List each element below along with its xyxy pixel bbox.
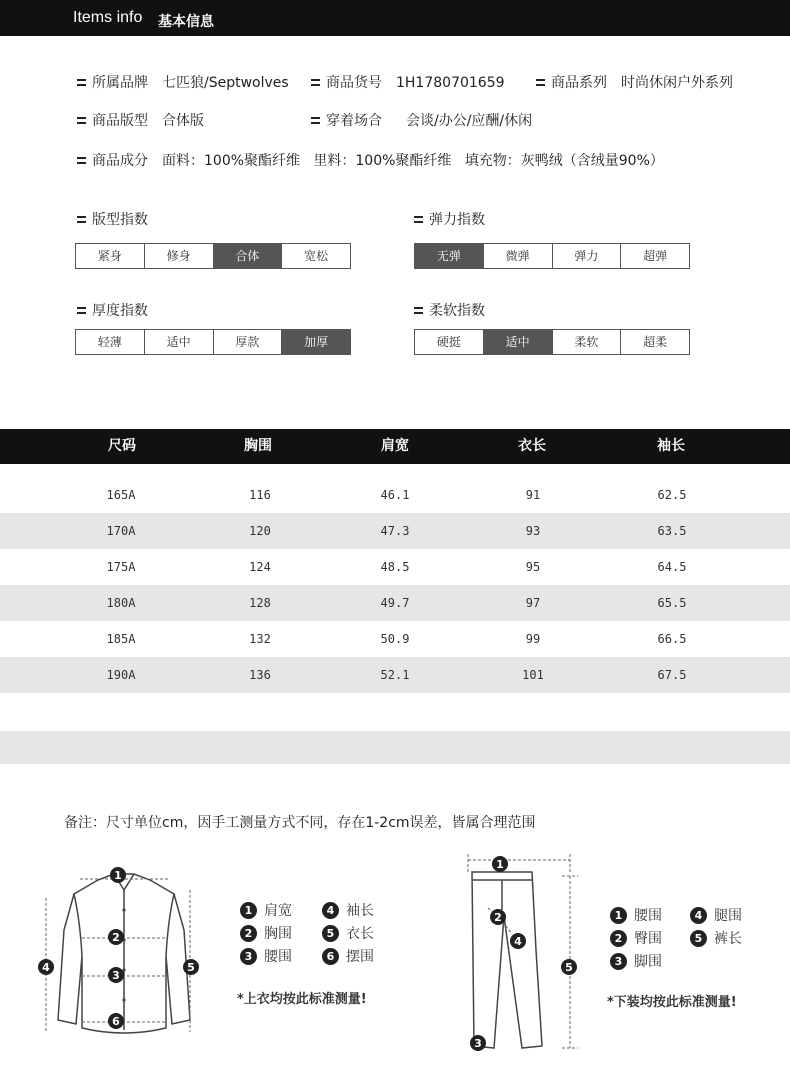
scale-option: 紧身 (97, 249, 122, 263)
list-marker-icon (414, 216, 423, 223)
table-row (0, 549, 790, 585)
table-cell: 48.5 (380, 560, 410, 574)
table-cell: 128 (249, 596, 271, 610)
list-marker-icon (77, 117, 86, 124)
pants-measure-lines (468, 854, 578, 1048)
pants-marker-4 (510, 933, 526, 949)
scale-option: 适中 (483, 330, 552, 354)
scale-option: 柔软 (552, 330, 621, 354)
size-table-header (0, 429, 790, 464)
table-cell: 170A (106, 524, 136, 538)
info-material: 商品成分 面料：100%聚酯纤维 里料：100%聚酯纤维 填充物：灰鸭绒（含绒量90%） (77, 150, 664, 170)
table-cell: 124 (249, 560, 271, 574)
scale-option: 硬挺 (436, 335, 461, 349)
table-cell: 99 (525, 632, 541, 646)
list-marker-icon (77, 216, 86, 223)
header-title-cn: 基本信息 (158, 14, 214, 30)
shirt-marker-3 (108, 967, 124, 983)
shirt-marker-2 (108, 929, 124, 945)
table-row (0, 657, 790, 693)
thickness-index-scale (75, 329, 351, 355)
table-cell: 46.1 (380, 488, 410, 502)
svg-text:5: 5 (187, 961, 195, 974)
list-marker-icon (414, 307, 423, 314)
scale-option: 修身 (144, 244, 213, 268)
shirt-diagram (34, 860, 214, 1040)
list-marker-icon (77, 79, 86, 86)
svg-text:3: 3 (474, 1037, 482, 1050)
fit-index-scale (75, 243, 351, 269)
softness-index-scale (414, 329, 690, 355)
legend-item: 2 臀围 (610, 928, 662, 948)
table-cell: 52.1 (380, 668, 410, 682)
legend-item: 1 肩宽 (240, 900, 292, 920)
svg-text:2: 2 (494, 911, 502, 924)
table-cell: 50.9 (380, 632, 410, 646)
column-header-size: 尺码 (108, 438, 136, 454)
shirt-marker-1 (110, 867, 126, 883)
index-title-softness: 柔软指数 (414, 300, 485, 320)
list-marker-icon (311, 117, 320, 124)
list-marker-icon (77, 157, 86, 164)
table-cell: 64.5 (657, 560, 687, 574)
svg-text:3: 3 (112, 969, 120, 982)
table-cell: 47.3 (380, 524, 410, 538)
table-cell: 91 (525, 488, 541, 502)
info-occasion: 穿着场合 会谈/办公/应酬/休闲 (311, 110, 532, 130)
info-brand: 所属品牌 七匹狼/Septwolves (77, 72, 289, 92)
table-row (0, 621, 790, 657)
svg-text:6: 6 (112, 1015, 120, 1028)
table-cell: 185A (106, 632, 136, 646)
column-header-length: 衣长 (518, 438, 546, 454)
legend-item: 4 腿围 (690, 905, 742, 925)
table-cell: 49.7 (380, 596, 410, 610)
measurement-note: 备注：尺寸单位cm，因手工测量方式不同，存在1-2cm误差，皆属合理范围 (64, 815, 536, 831)
elasticity-index-scale (414, 243, 690, 269)
bottom-standard-note: *下装均按此标准测量! (607, 995, 737, 1010)
legend-item: 5 衣长 (322, 923, 374, 943)
table-cell: 120 (249, 524, 271, 538)
table-row (0, 477, 790, 513)
scale-option: 超柔 (620, 330, 689, 354)
info-fit: 商品版型 合体版 (77, 110, 204, 130)
index-title-fit: 版型指数 (77, 209, 148, 229)
index-title-thickness: 厚度指数 (77, 300, 148, 320)
scale-option: 加厚 (281, 330, 350, 354)
table-cell: 93 (525, 524, 541, 538)
list-marker-icon (77, 307, 86, 314)
shirt-outline (58, 874, 190, 1033)
column-header-shoulder: 肩宽 (381, 438, 409, 454)
svg-text:2: 2 (112, 931, 120, 944)
pants-marker-2 (490, 909, 506, 925)
legend-item: 4 袖长 (322, 900, 374, 920)
scale-option: 适中 (144, 330, 213, 354)
scale-option: 宽松 (281, 244, 350, 268)
table-cell: 63.5 (657, 524, 687, 538)
table-cell: 165A (106, 488, 136, 502)
table-cell: 101 (522, 668, 544, 682)
table-cell: 180A (106, 596, 136, 610)
header-bar (0, 0, 790, 36)
scale-option: 厚款 (213, 330, 282, 354)
table-cell: 132 (249, 632, 271, 646)
table-cell: 67.5 (657, 668, 687, 682)
table-cell: 116 (249, 488, 271, 502)
table-row (0, 585, 790, 621)
divider-band (0, 731, 790, 764)
shirt-marker-4 (38, 959, 54, 975)
legend-item: 1 腰围 (610, 905, 662, 925)
svg-text:4: 4 (514, 935, 522, 948)
top-standard-note: *上衣均按此标准测量! (237, 992, 367, 1007)
table-cell: 190A (106, 668, 136, 682)
table-cell: 97 (525, 596, 541, 610)
svg-text:1: 1 (496, 858, 504, 871)
table-cell: 95 (525, 560, 541, 574)
index-title-elasticity: 弹力指数 (414, 209, 485, 229)
list-marker-icon (536, 79, 545, 86)
scale-option: 无弹 (415, 244, 483, 268)
pants-marker-3 (470, 1035, 486, 1051)
svg-text:4: 4 (42, 961, 50, 974)
legend-item: 3 腰围 (240, 946, 292, 966)
legend-item: 2 胸围 (240, 923, 292, 943)
shirt-marker-6 (108, 1013, 124, 1029)
pants-marker-5 (561, 959, 577, 975)
column-header-chest: 胸围 (244, 438, 272, 454)
scale-option: 合体 (213, 244, 282, 268)
table-cell: 175A (106, 560, 136, 574)
pants-outline (472, 872, 542, 1048)
scale-option: 微弹 (483, 244, 552, 268)
scale-option: 轻薄 (97, 335, 122, 349)
svg-text:1: 1 (114, 869, 122, 882)
svg-text:5: 5 (565, 961, 573, 974)
table-cell: 62.5 (657, 488, 687, 502)
legend-item: 5 裤长 (690, 928, 742, 948)
info-sku: 商品货号 1H1780701659 (311, 72, 505, 92)
table-cell: 136 (249, 668, 271, 682)
column-header-sleeve: 袖长 (657, 438, 685, 454)
shirt-measure-lines (46, 879, 190, 1032)
pants-diagram (458, 850, 588, 1060)
legend-item: 6 摆围 (322, 946, 374, 966)
table-row (0, 513, 790, 549)
header-title-en: Items info (73, 9, 143, 26)
scale-option: 超弹 (620, 244, 689, 268)
shirt-marker-5 (183, 959, 199, 975)
info-series: 商品系列 时尚休闲户外系列 (536, 72, 733, 92)
list-marker-icon (311, 79, 320, 86)
table-cell: 66.5 (657, 632, 687, 646)
pants-marker-1 (492, 856, 508, 872)
scale-option: 弹力 (552, 244, 621, 268)
legend-item: 3 脚围 (610, 951, 662, 971)
table-cell: 65.5 (657, 596, 687, 610)
